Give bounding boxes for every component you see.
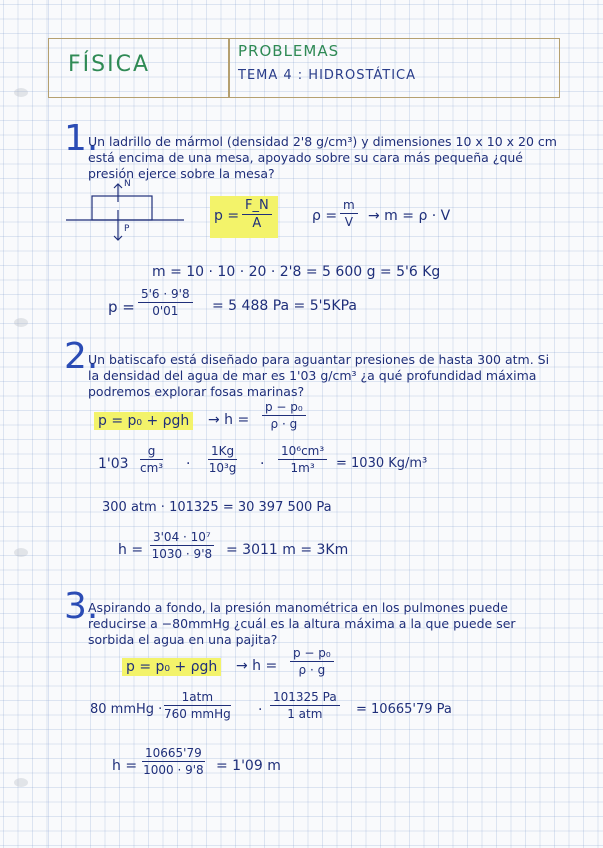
h-formula-numerator: p − p₀ (262, 400, 306, 416)
mass-calculation: m = 10 · 10 · 20 · 2'8 = 5 600 g = 5'6 Kg (152, 264, 441, 280)
problem-2-statement: Un batiscafo está diseñado para aguantar presiones de hasta 300 atm. Si la densidad del agua de mar es 1'03 g/cm³ ¿a qué profundidad máxima podremos explorar fosas marinas? (88, 352, 550, 399)
binder-hole (14, 318, 28, 327)
h-formula-fraction-2 (290, 646, 334, 677)
section-title: PROBLEMAS (238, 42, 340, 60)
pressure-calc-lhs: p = (108, 298, 135, 316)
density-formula-denominator: V (344, 215, 353, 229)
density-conversion-fraction-2 (208, 444, 237, 475)
problem-3-number: 3. (64, 586, 99, 627)
pressure-formula-lhs: p = (214, 208, 240, 224)
hydrostatic-formula-highlight-2: p = p₀ + ρgh (122, 658, 221, 676)
depth-calc-denominator: 1030 · 9'8 (151, 547, 213, 561)
pressure-conversion-fraction-2 (270, 690, 340, 721)
h-formula-denominator: ρ · g (270, 417, 298, 431)
density-formula-numerator: m (340, 198, 358, 214)
pressure-conversion-fraction-1 (164, 690, 231, 721)
pressure-calc-denominator: 0'01 (152, 304, 179, 318)
multiplication-dot: · (186, 456, 191, 472)
h-formula-lhs: → h = (208, 412, 250, 428)
pressure-calc-numerator: 5'6 · 9'8 (138, 287, 193, 303)
density-formula-lhs: ρ = (312, 208, 338, 224)
h-formula-numerator: p − p₀ (290, 646, 334, 662)
density-conversion-lhs: 1'03 (98, 456, 129, 472)
conversion-denominator: 760 mmHg (164, 707, 231, 721)
problem-3-statement: Aspirando a fondo, la presión manométrica en los pulmones puede reducirse a −80mmHg ¿cuál es la altura máxima a la que puede ser sorbida el agua en una pajita? (88, 600, 516, 647)
mass-formula: → m = ρ · V (368, 208, 451, 224)
pressure-formula-numerator: F_N (242, 198, 272, 215)
topic-title: TEMA 4 : HIDROSTÁTICA (238, 68, 417, 83)
density-conversion-fraction-3 (278, 444, 327, 475)
height-calc-denominator: 1000 · 9'8 (143, 763, 204, 777)
pressure-calc-result: = 5 488 Pa = 5'5KPa (212, 298, 357, 314)
depth-calc-lhs: h = (118, 542, 144, 558)
conversion-numerator: 1atm (164, 690, 231, 706)
conversion-denominator: cm³ (140, 461, 164, 475)
atm-conversion: 300 atm · 101325 = 30 397 500 Pa (102, 500, 332, 515)
depth-calc-result: = 3011 m = 3Km (226, 542, 349, 558)
height-calc-result: = 1'09 m (216, 758, 281, 774)
binder-hole (14, 778, 28, 787)
hydrostatic-formula-highlight: p = p₀ + ρgh (94, 412, 193, 430)
problem-1-number: 1. (64, 118, 99, 159)
multiplication-dot: · (258, 702, 263, 718)
conversion-denominator: 10³g (208, 461, 237, 475)
depth-calc-numerator: 3'04 · 10⁷ (150, 530, 214, 546)
height-calc-fraction (142, 746, 205, 777)
pressure-conversion-lhs: 80 mmHg · (90, 702, 163, 717)
height-calc-numerator: 10665'79 (142, 746, 205, 762)
binder-hole (14, 88, 28, 97)
conversion-numerator: 10⁶cm³ (278, 444, 327, 460)
problem-2-number: 2. (64, 336, 99, 377)
normal-force-label: N (124, 179, 131, 189)
pressure-calc-fraction (138, 287, 193, 318)
height-calc-lhs: h = (112, 758, 138, 774)
density-conversion-result: = 1030 Kg/m³ (336, 456, 428, 471)
pressure-conversion-result: = 10665'79 Pa (356, 702, 452, 717)
conversion-denominator: 1m³ (290, 461, 315, 475)
problem-1-statement: Un ladrillo de mármol (densidad 2'8 g/cm³) y dimensiones 10 x 10 x 20 cm está encima de una mesa, apoyado sobre su cara más pequeña ¿qué presión ejerce sobre la mesa? (88, 134, 557, 181)
depth-calc-fraction (150, 530, 214, 561)
pressure-formula-fraction (242, 198, 272, 231)
conversion-denominator: 1 atm (287, 707, 323, 721)
conversion-numerator: 1Kg (208, 444, 237, 460)
h-formula-lhs-2: → h = (236, 658, 278, 674)
density-formula-fraction (340, 198, 358, 229)
conversion-numerator: 101325 Pa (270, 690, 340, 706)
conversion-numerator: g (140, 444, 163, 460)
density-conversion-fraction-1 (140, 444, 163, 475)
subject-title: FÍSICA (68, 52, 151, 77)
weight-force-label: P (124, 224, 130, 234)
margin-line (48, 0, 49, 848)
binder-hole (14, 548, 28, 557)
pressure-formula-denominator: A (252, 216, 262, 231)
multiplication-dot: · (260, 456, 265, 472)
h-formula-denominator: ρ · g (298, 663, 326, 677)
h-formula-fraction (262, 400, 306, 431)
problem-1-force-diagram (66, 180, 186, 250)
